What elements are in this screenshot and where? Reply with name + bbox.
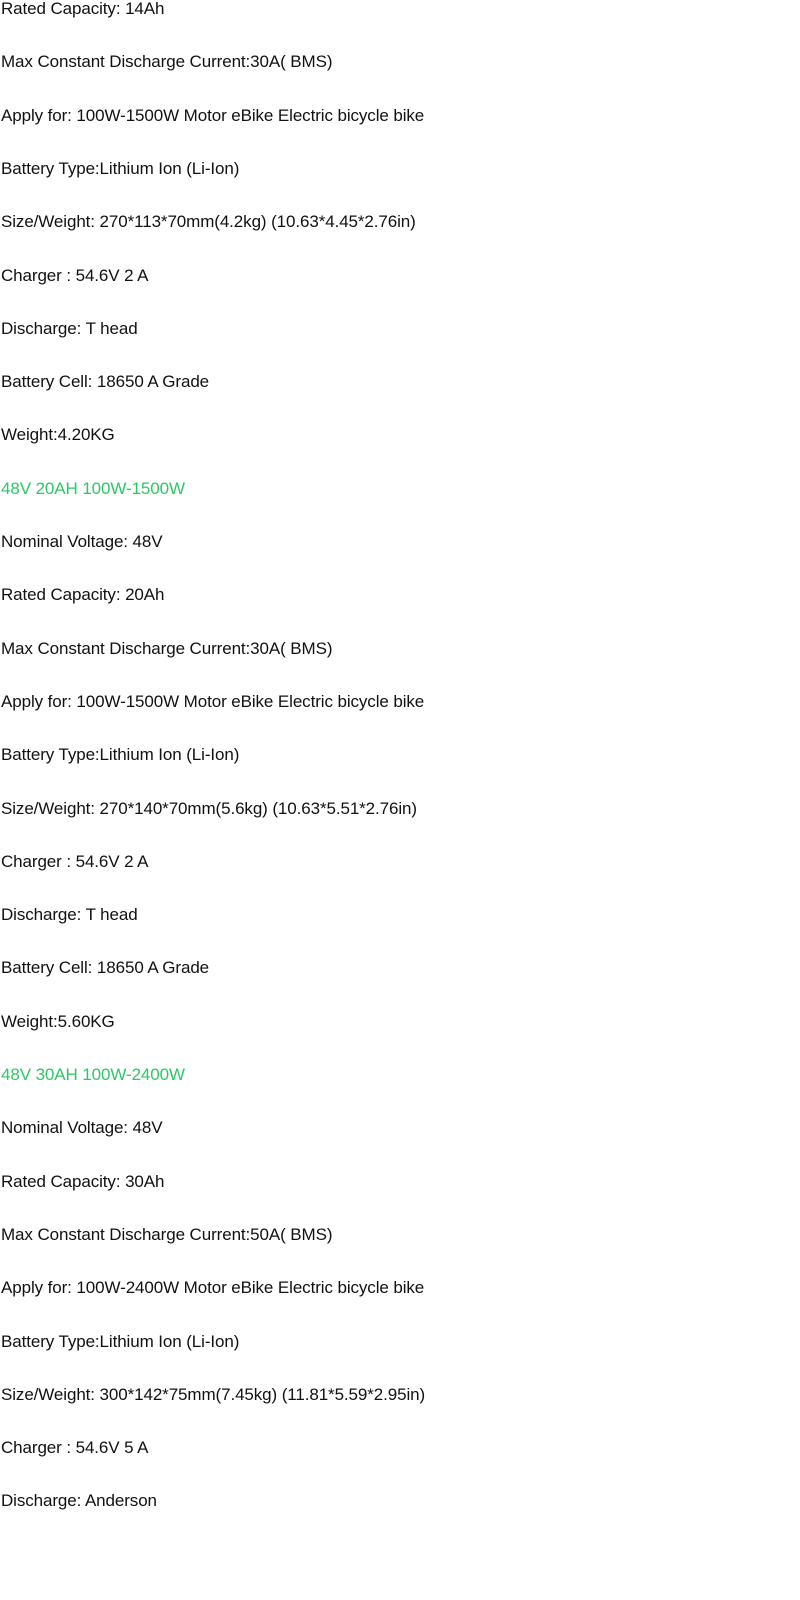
- spec-line: Discharge: T head: [1, 318, 138, 338]
- spec-line: Size/Weight: 270*140*70mm(5.6kg) (10.63*5.51*2.76in): [1, 798, 417, 818]
- spec-line: Discharge: Anderson: [1, 1491, 157, 1511]
- spec-line: Max Constant Discharge Current:30A( BMS): [1, 638, 333, 658]
- spec-line: Size/Weight: 300*142*75mm(7.45kg) (11.81*5.59*2.95in): [1, 1384, 426, 1404]
- spec-line: Charger : 54.6V 2 A: [1, 851, 149, 871]
- spec-line: Nominal Voltage: 48V: [1, 532, 163, 551]
- spec-line: Battery Type:Lithium Ion (Li-Ion): [1, 745, 240, 765]
- spec-line: Rated Capacity: 20Ah: [1, 585, 165, 605]
- spec-line: Rated Capacity: 14Ah: [1, 0, 165, 18]
- spec-line: Battery Type:Lithium Ion (Li-Ion): [1, 158, 240, 178]
- spec-line: Max Constant Discharge Current:30A( BMS): [1, 52, 333, 72]
- spec-line: Apply for: 100W-1500W Motor eBike Electric bicycle bike: [1, 105, 425, 125]
- spec-line: Discharge: T head: [1, 905, 138, 925]
- spec-line: Apply for: 100W-2400W Motor eBike Electric bicycle bike: [1, 1278, 425, 1298]
- spec-line: Charger : 54.6V 2 A: [1, 265, 149, 285]
- spec-line: Battery Type:Lithium Ion (Li-Ion): [1, 1331, 240, 1351]
- section-heading: 48V 30AH 100W-2400W: [1, 1065, 185, 1084]
- spec-line: Weight:5.60KG: [1, 1011, 115, 1031]
- spec-line: Battery Cell: 18650 A Grade: [1, 958, 210, 978]
- spec-line: Size/Weight: 270*113*70mm(4.2kg) (10.63*4.45*2.76in): [1, 212, 416, 232]
- spec-line: Nominal Voltage: 48V: [1, 1118, 163, 1138]
- spec-line: Battery Cell: 18650 A Grade: [1, 372, 210, 392]
- spec-line: Weight:4.20KG: [1, 425, 115, 445]
- spec-line: Rated Capacity: 30Ah: [1, 1171, 165, 1191]
- spec-line: Max Constant Discharge Current:50A( BMS): [1, 1224, 333, 1244]
- spec-line: Apply for: 100W-1500W Motor eBike Electric bicycle bike: [1, 691, 425, 711]
- section-heading: 48V 20AH 100W-1500W: [1, 478, 185, 498]
- spec-line: Charger : 54.6V 5 A: [1, 1438, 149, 1458]
